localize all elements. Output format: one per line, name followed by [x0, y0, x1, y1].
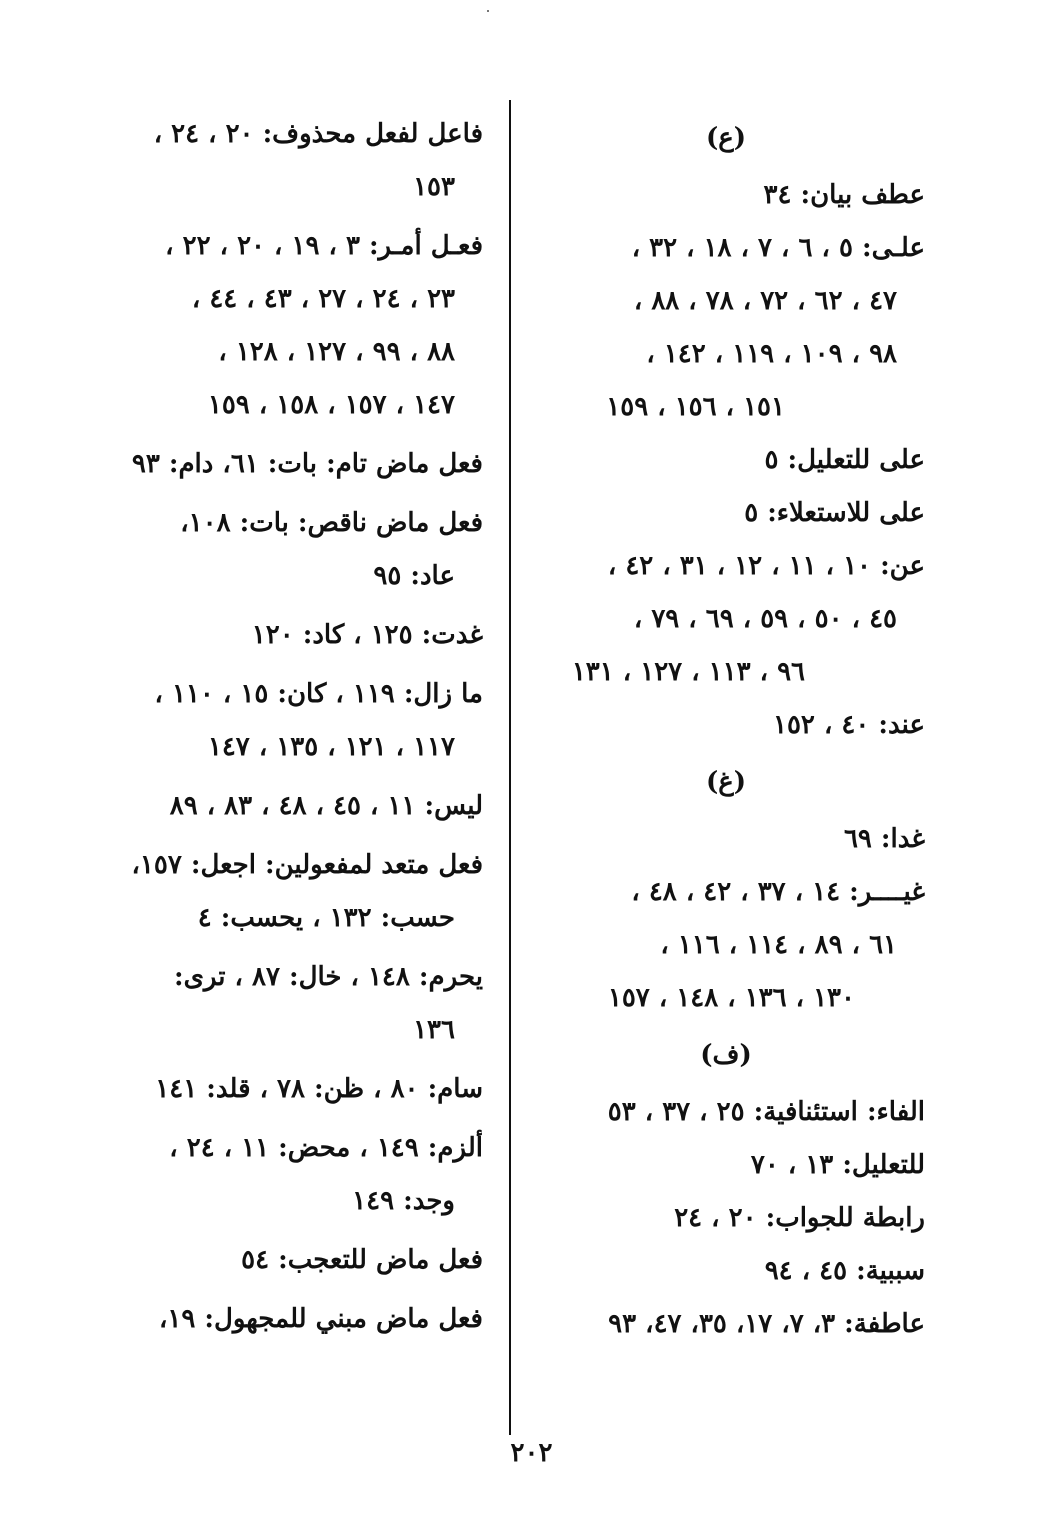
index-entry — [83, 1293, 483, 1346]
entry-line: وجد: ١٤٩ — [352, 1186, 455, 1216]
index-entry — [527, 1245, 925, 1298]
entry-line: ٦١ ، ٨٩ ، ١١٤ ، ١١٦ ، — [660, 930, 897, 960]
entry-line: عطف بيان: ٣٤ — [763, 180, 925, 210]
scan-speck — [487, 10, 489, 12]
entry-line: ١١٧ ، ١٢١ ، ١٣٥ ، ١٤٧ — [207, 732, 455, 762]
entry-line: حسب: ١٣٢ ، يحسب: ٤ — [197, 903, 455, 933]
entry-line: ٩٦ ، ١١٣ ، ١٢٧ ، ١٣١ — [571, 657, 805, 687]
left-column — [83, 108, 483, 1352]
entry-line: غدا: ٦٩ — [843, 824, 925, 854]
entry-line: ١٥٣ — [413, 172, 455, 202]
entry-line: ٢٣ ، ٢٤ ، ٢٧ ، ٤٣ ، ٤٤ ، — [191, 284, 455, 314]
section-heading-fa: (ف) — [700, 1040, 752, 1070]
entry-line: فعل ماض للتعجب: ٥٤ — [241, 1245, 483, 1275]
entry-line: ١٥١ ، ١٥٦ ، ١٥٩ — [606, 392, 785, 422]
entry-line: ٩٨ ، ١٠٩ ، ١١٩ ، ١٤٢ ، — [646, 339, 897, 369]
entry-line: فعل ماض تام: بات: ٦١، دام: ٩٣ — [131, 449, 483, 479]
index-entry — [83, 108, 483, 214]
section-heading-ain: (ع) — [705, 123, 747, 153]
entry-line: فعل ماض ناقص: بات: ١٠٨، — [180, 508, 483, 538]
index-entry — [527, 1139, 925, 1192]
index-entry — [83, 780, 483, 833]
entry-line: على للتعليل: ٥ — [764, 445, 925, 475]
page-number: ٢٠٢ — [510, 1438, 553, 1468]
entry-line: عند: ٤٠ ، ١٥٢ — [773, 710, 925, 740]
index-entry — [83, 668, 483, 774]
index-entry — [83, 1063, 483, 1116]
index-entry — [83, 1122, 483, 1228]
entry-line: فاعل لفعل محذوف: ٢٠ ، ٢٤ ، — [153, 119, 483, 149]
entry-line: ليس: ١١ ، ٤٥ ، ٤٨ ، ٨٣ ، ٨٩ — [169, 791, 483, 821]
index-entry — [527, 1298, 925, 1351]
index-entry — [527, 222, 925, 434]
index-entry — [527, 434, 925, 487]
entry-line: ١٣٠ ، ١٣٦ ، ١٤٨ ، ١٥٧ — [607, 983, 855, 1013]
entry-line: ٨٨ ، ٩٩ ، ١٢٧ ، ١٢٨ ، — [218, 337, 455, 367]
entry-line: على للاستعلاء: ٥ — [744, 498, 925, 528]
index-entry — [83, 1234, 483, 1287]
entry-line: رابطة للجواب: ٢٠ ، ٢٤ — [674, 1203, 925, 1233]
index-entry — [527, 540, 925, 699]
entry-line: ١٣٦ — [413, 1015, 455, 1045]
entry-line: ٤٥ ، ٥٠ ، ٥٩ ، ٦٩ ، ٧٩ ، — [633, 604, 897, 634]
column-divider — [509, 100, 511, 1435]
index-entry — [83, 839, 483, 945]
index-entry — [527, 1192, 925, 1245]
section-heading-ghain: (غ) — [705, 767, 747, 797]
index-entry — [83, 609, 483, 662]
right-column — [527, 108, 925, 1351]
entry-line: عن: ١٠ ، ١١ ، ١٢ ، ٣١ ، ٤٢ ، — [607, 551, 925, 581]
entry-line: فعل ماض مبني للمجهول: ١٩، — [158, 1304, 483, 1334]
entry-line: ما زال: ١١٩ ، كان: ١٥ ، ١١٠ ، — [154, 679, 483, 709]
entry-line: علـى: ٥ ، ٦ ، ٧ ، ١٨ ، ٣٢ ، — [631, 233, 925, 263]
index-entry — [83, 220, 483, 432]
entry-line: عاد: ٩٥ — [373, 561, 455, 591]
entry-line: فعل متعد لمفعولين: اجعل: ١٥٧، — [131, 850, 483, 880]
entry-line: سام: ٨٠ ، ظن: ٧٨ ، قلد: ١٤١ — [155, 1074, 483, 1104]
index-entry — [83, 497, 483, 603]
entry-line: سببية: ٤٥ ، ٩٤ — [764, 1256, 925, 1286]
entry-line: ألزم: ١٤٩ ، محض: ١١ ، ٢٤ ، — [169, 1133, 483, 1163]
index-entry — [527, 699, 925, 752]
entry-line: غدت: ١٢٥ ، كاد: ١٢٠ — [251, 620, 483, 650]
index-entry — [527, 866, 925, 1025]
entry-line: يحرم: ١٤٨ ، خال: ٨٧ ، ترى: — [173, 962, 483, 992]
entry-line: للتعليل: ١٣ ، ٧٠ — [750, 1150, 925, 1180]
entry-line: عاطفة: ٣، ٧، ١٧، ٣٥، ٤٧، ٩٣ — [608, 1309, 925, 1339]
entry-line: غيــــر: ١٤ ، ٣٧ ، ٤٢ ، ٤٨ ، — [631, 877, 925, 907]
entry-line: ٤٧ ، ٦٢ ، ٧٢ ، ٧٨ ، ٨٨ ، — [633, 286, 897, 316]
index-entry — [83, 951, 483, 1057]
entry-line: ١٤٧ ، ١٥٧ ، ١٥٨ ، ١٥٩ — [207, 390, 455, 420]
index-entry — [527, 1086, 925, 1139]
index-entry — [527, 487, 925, 540]
index-entry — [83, 438, 483, 491]
entry-line: فعـل أمـر: ٣ ، ١٩ ، ٢٠ ، ٢٢ ، — [165, 231, 483, 261]
index-entry — [527, 169, 925, 222]
entry-line: الفاء: استئنافية: ٢٥ ، ٣٧ ، ٥٣ — [607, 1097, 925, 1127]
index-entry — [527, 813, 925, 866]
